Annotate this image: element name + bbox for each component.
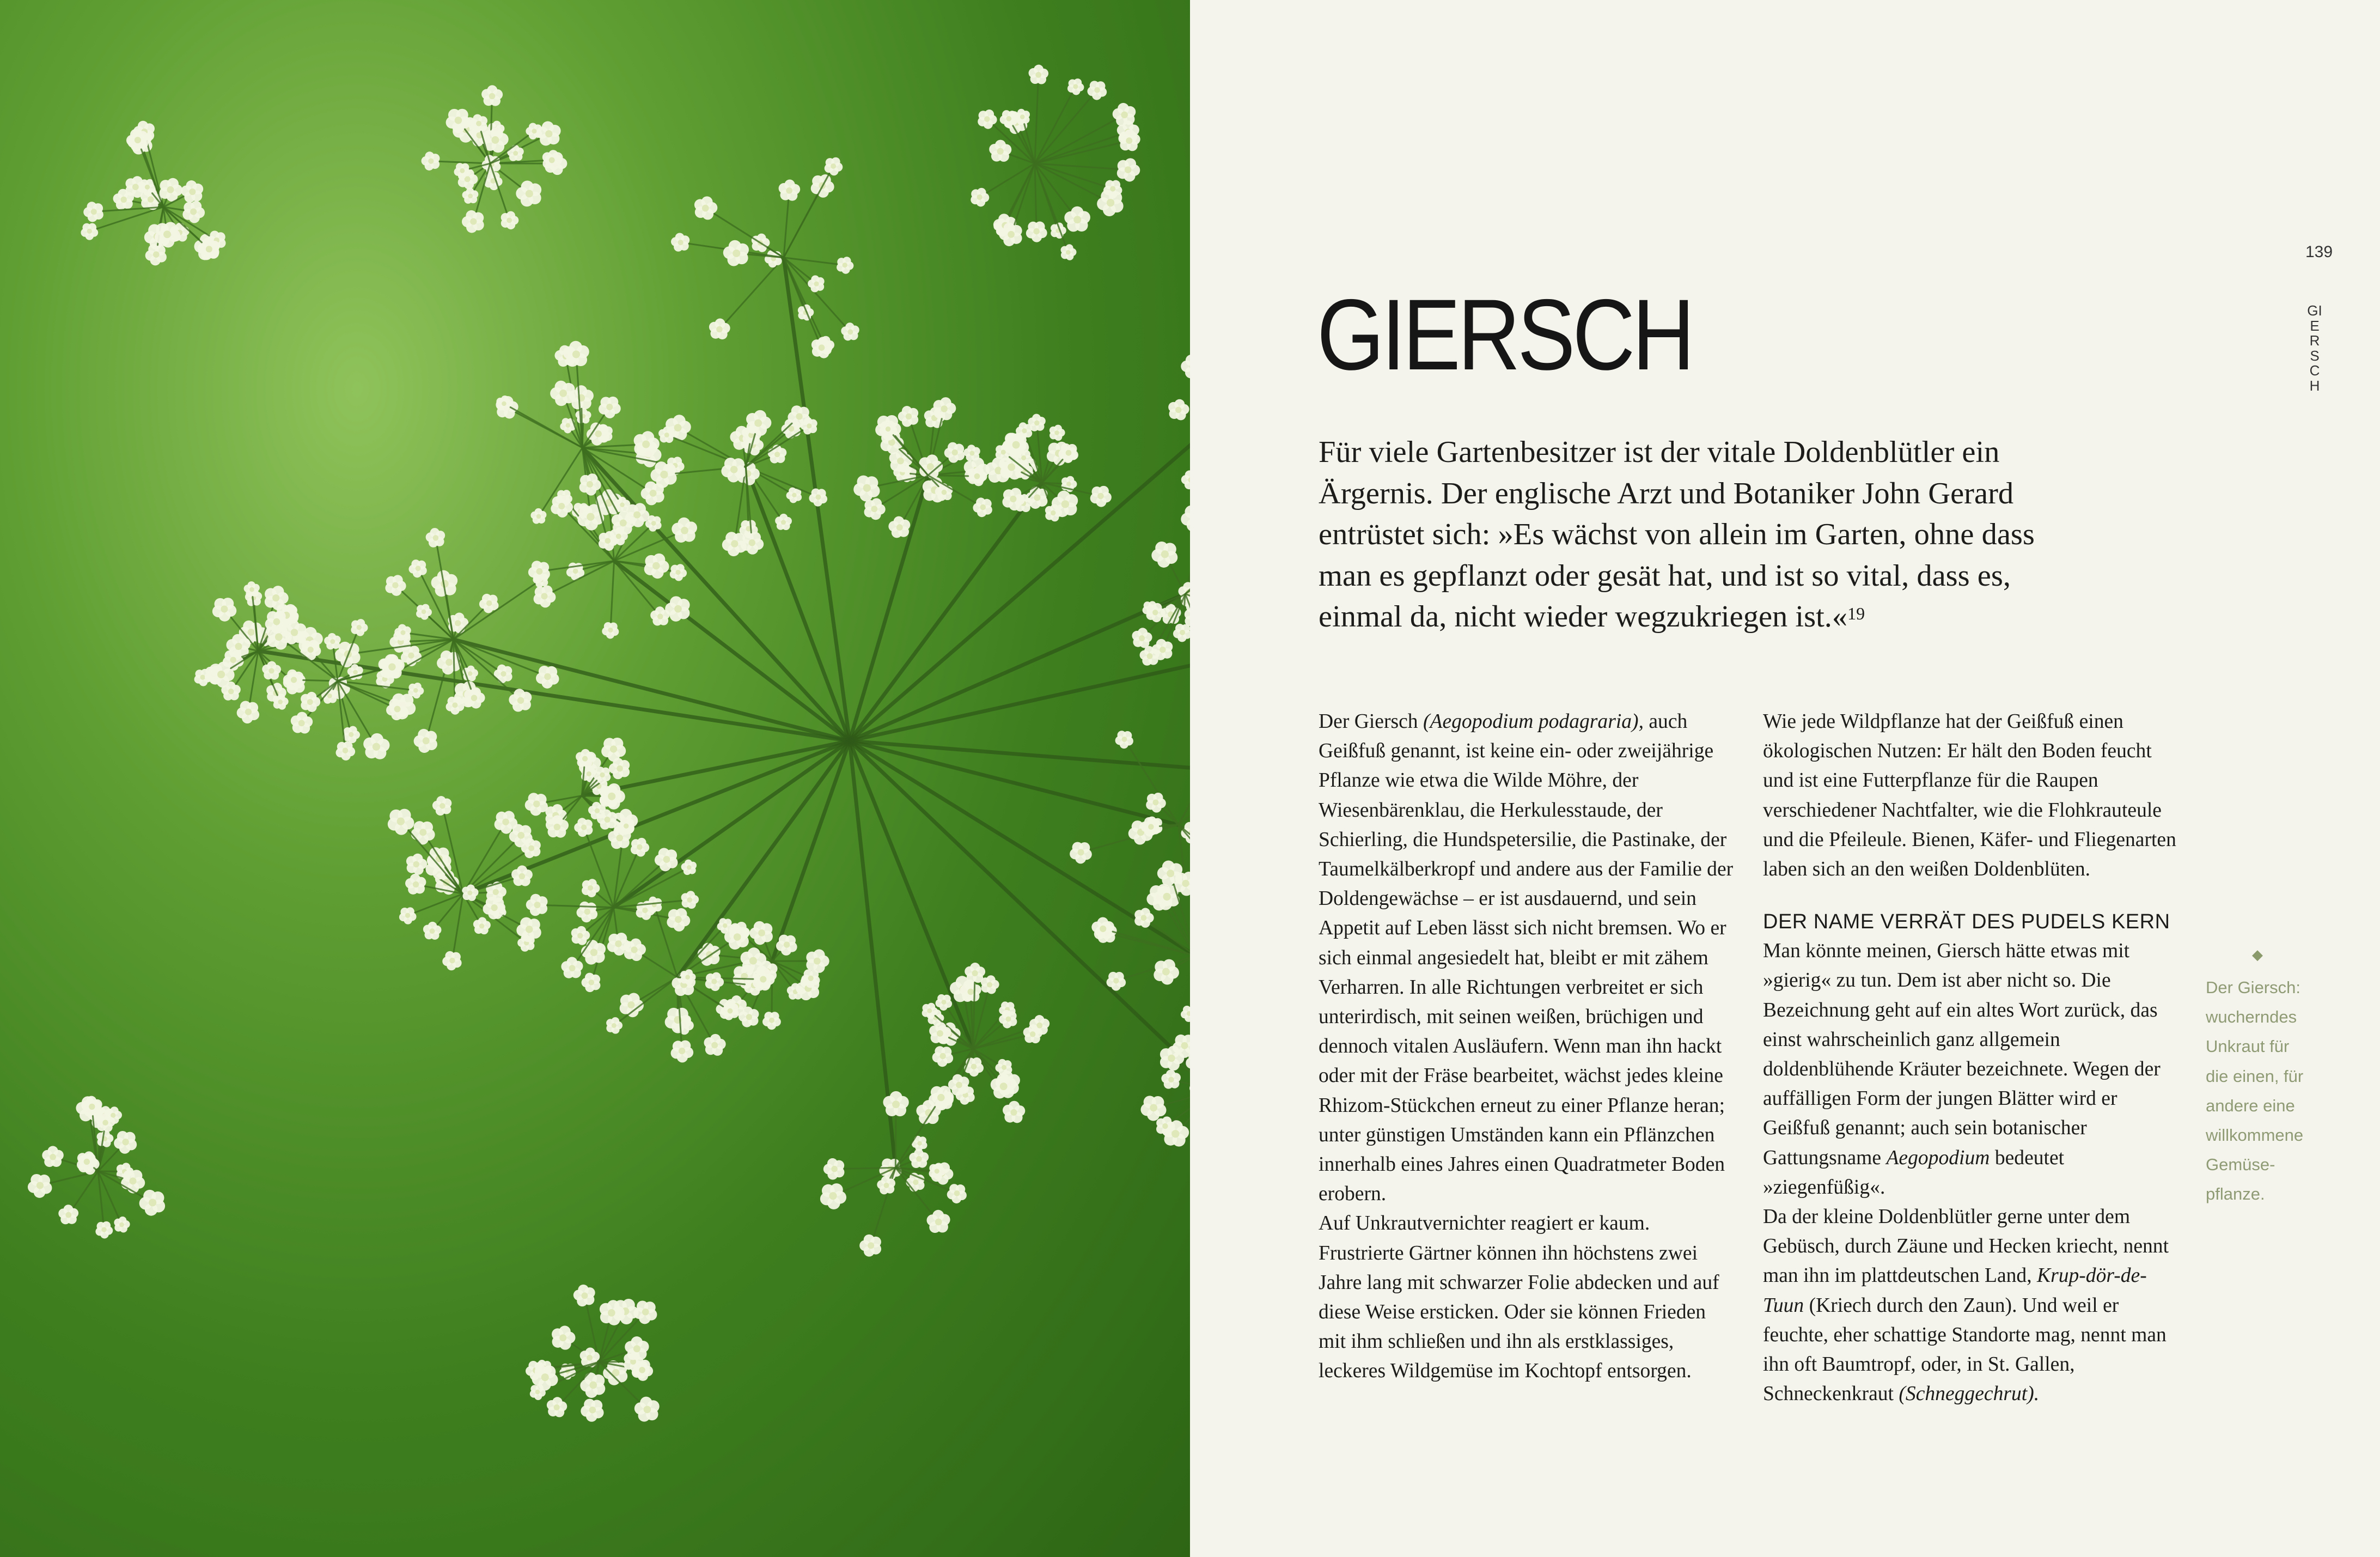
text-run: Der Giersch [1319,710,1423,733]
botanical-name: Aegopodium [1886,1146,1990,1169]
body-column-1 [1319,707,1738,1386]
section-subheading: DER NAME VERRÄT DES PUDELS KERN [1763,910,2170,934]
text-run: Man könnte meinen, Giersch hätte etwas mit »gierig« zu tun. Dem ist aber nicht so. Die Bezeichnung geht auf ein altes Wort zurück, das einst wahrscheinlich ganz allgemein doldenblühende Kräuter bezeichnete. Wegen der auffälligen Form der jungen Blätter wird er Geißfuß genannt; auch sein botanischer Gattungsname [1763,940,2161,1169]
body-column-2 [1763,707,2182,1409]
photo-caption: Der Giersch: wucherndes Unkraut für die einen, für andere eine willkommene Gemüse-pflanze. [2206,978,2304,1204]
text-run: Da der kleine Doldenblütler gerne unter dem Gebüsch, durch Zäune und Hecken kriecht, nennt man ihn im plattdeutschen Land, [1763,1206,2169,1287]
diamond-ornament-icon: ◆ [2252,947,2263,963]
page-title: GIERSCH [1317,279,1692,391]
lead-text: Für viele Gartenbesitzer ist der vitale Doldenblütler ein Ärgernis. Der englische Arzt und Botaniker John Gerard entrüstet sich: »Es wächst von allein im Garten, ohne dass man es gepflanzt oder gesät hat, und ist so vital, dass es, einmal da, nicht wieder wegzukriegen ist.« [1319,435,2035,634]
body-paragraph [1763,1202,2182,1409]
body-paragraph [1763,936,2182,1202]
body-paragraph: Auf Unkrautvernichter reagiert er kaum. Frustrierte Gärtner können ihn höchstens zwei Jahre lang mit schwarzer Folie abdecken und auf diese Weise ersticken. Oder sie können Frieden mit ihm schließen und ihn als erstklassiges, leckeres Wildgemüse im Kochtopf entsorgen. [1319,1212,1719,1383]
dialect-name: (Schneggechrut). [1899,1383,2040,1406]
body-paragraph [1319,707,1738,1209]
text-run: bedeutet »ziegenfüßig«. [1763,1146,2065,1199]
footnote-marker: 19 [1847,604,1865,623]
botanical-name: (Aegopodium podagraria), [1423,710,1644,733]
page-number: 139 [2305,243,2333,261]
text-run: auch Geißfuß genannt, ist keine ein- oder zweijährige Pflanze wie etwa die Wilde Möhre, der Wiesenbärenklau, die Herkulesstaude, der Schierling, die Hundspetersilie, die Pastinake, der Taumelkälberkropf und andere aus der Familie der Doldengewächse – er ist ausdauernd, und sein Appetit auf Leben lässt sich nicht bremsen. Wo er sich einmal angesiedelt hat, bleibt er mit zähem Verharren. In alle Richtungen verbreitet er sich unterirdisch, mit seinen weißen, brüchigen und dennoch vitalen Ausläufern. Wenn man ihn hackt oder mit der Fräse bearbeitet, wächst jedes kleine Rhizom-Stückchen erneut zu einer Pflanze heran; unter günstigen Umständen kann ein Pflänzchen innerhalb eines Jahres einen Quadratmeter Boden erobern. [1319,710,1734,1206]
text-run: (Kriech durch den Zaun). Und weil er feuchte, eher schattige Standorte mag, nennt man ihn oft Baumtropf, oder, in St. Gallen, Schneckenkraut [1763,1294,2167,1406]
dialect-name: Krup-dör-de-Tuun [1763,1264,2147,1317]
running-head-vertical: GIERSCH [2307,302,2322,394]
body-paragraph: Wie jede Wildpflanze hat der Geißfuß einen ökologischen Nutzen: Er hält den Boden feucht und ist eine Futterpflanze für die Raupen verschiedener Nachtfalter, wie die Flohkrauteule und die Pfeileule. Bienen, Käfer- und Fliegenarten laben sich an den weißen Doldenblüten. [1763,710,2176,881]
lead-paragraph [1319,432,2092,638]
